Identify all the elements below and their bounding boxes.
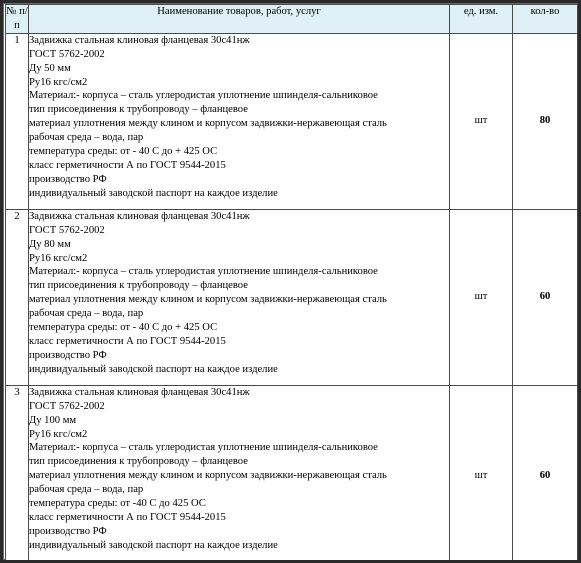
description-line: ГОСТ 5762-2002 bbox=[29, 400, 105, 412]
row-qty: 60 bbox=[513, 385, 578, 563]
description-line: Задвижка стальная клиновая фланцевая 30с41нж bbox=[29, 386, 250, 398]
description-line: тип присоединения к трубопроводу – фланцевое bbox=[29, 456, 248, 468]
header-name: Наименование товаров, работ, услуг bbox=[29, 5, 450, 34]
table-row bbox=[6, 385, 578, 563]
description-line: Ру16 кгс/см2 bbox=[29, 252, 88, 264]
description-line: класс герметичности А по ГОСТ 9544-2015 bbox=[29, 511, 226, 523]
row-num: 2 bbox=[6, 209, 29, 385]
description-line: Материал:- корпуса – сталь углеродистая уплотнение шпинделя-сальниковое bbox=[29, 90, 378, 102]
description-line: Ру16 кгс/см2 bbox=[29, 76, 88, 88]
description-line: производство РФ bbox=[29, 349, 107, 361]
description-line: класс герметичности А по ГОСТ 9544-2015 bbox=[29, 335, 226, 347]
description-line: Ду 80 мм bbox=[29, 238, 71, 250]
row-description bbox=[29, 385, 450, 563]
description-line: тип присоединения к трубопроводу – фланцевое bbox=[29, 280, 248, 292]
row-unit: шт bbox=[450, 385, 513, 563]
description-line: Задвижка стальная клиновая фланцевая 30с41нж bbox=[29, 34, 250, 46]
description-line: Ду 100 мм bbox=[29, 414, 77, 426]
description-line: производство РФ bbox=[29, 173, 107, 185]
table-row bbox=[6, 209, 578, 385]
description-line: материал уплотнения между клином и корпусом задвижки-нержавеющая сталь bbox=[29, 470, 387, 482]
description-line: температура среды: от - 40 С до + 425 ОС bbox=[29, 146, 218, 158]
description-line: индивидуальный заводской паспорт на каждое изделие bbox=[29, 539, 278, 551]
description-line: ГОСТ 5762-2002 bbox=[29, 48, 105, 60]
row-num: 1 bbox=[6, 33, 29, 209]
description-line: рабочая среда – вода, пар bbox=[29, 484, 144, 496]
description-line: температура среды: от -40 С до 425 ОС bbox=[29, 498, 206, 510]
header-unit: ед. изм. bbox=[450, 5, 513, 34]
row-description bbox=[29, 209, 450, 385]
row-qty: 60 bbox=[513, 209, 578, 385]
description-line: тип присоединения к трубопроводу – фланцевое bbox=[29, 104, 248, 116]
header-num: № п/п bbox=[6, 5, 29, 34]
description-line: Ду 50 мм bbox=[29, 62, 71, 74]
row-unit: шт bbox=[450, 209, 513, 385]
description-line: Материал:- корпуса – сталь углеродистая уплотнение шпинделя-сальниковое bbox=[29, 266, 378, 278]
specification-table bbox=[5, 4, 578, 563]
description-line: температура среды: от - 40 С до + 425 ОС bbox=[29, 322, 218, 334]
row-description bbox=[29, 33, 450, 209]
description-line: индивидуальный заводской паспорт на каждое изделие bbox=[29, 187, 278, 199]
description-line: материал уплотнения между клином и корпусом задвижки-нержавеющая сталь bbox=[29, 118, 387, 130]
row-num: 3 bbox=[6, 385, 29, 563]
description-line: рабочая среда – вода, пар bbox=[29, 308, 144, 320]
row-qty: 80 bbox=[513, 33, 578, 209]
description-line: Материал:- корпуса – сталь углеродистая уплотнение шпинделя-сальниковое bbox=[29, 442, 378, 454]
table-row bbox=[6, 33, 578, 209]
header-qty: кол-во bbox=[513, 5, 578, 34]
description-line: Задвижка стальная клиновая фланцевая 30с41нж bbox=[29, 210, 250, 222]
row-unit: шт bbox=[450, 33, 513, 209]
description-line: Ру16 кгс/см2 bbox=[29, 428, 88, 440]
description-line: рабочая среда – вода, пар bbox=[29, 132, 144, 144]
description-line: индивидуальный заводской паспорт на каждое изделие bbox=[29, 363, 278, 375]
description-line: производство РФ bbox=[29, 525, 107, 537]
description-line: материал уплотнения между клином и корпусом задвижки-нержавеющая сталь bbox=[29, 294, 387, 306]
description-line: класс герметичности А по ГОСТ 9544-2015 bbox=[29, 159, 226, 171]
description-line: ГОСТ 5762-2002 bbox=[29, 224, 105, 236]
table-header-row bbox=[6, 5, 578, 34]
